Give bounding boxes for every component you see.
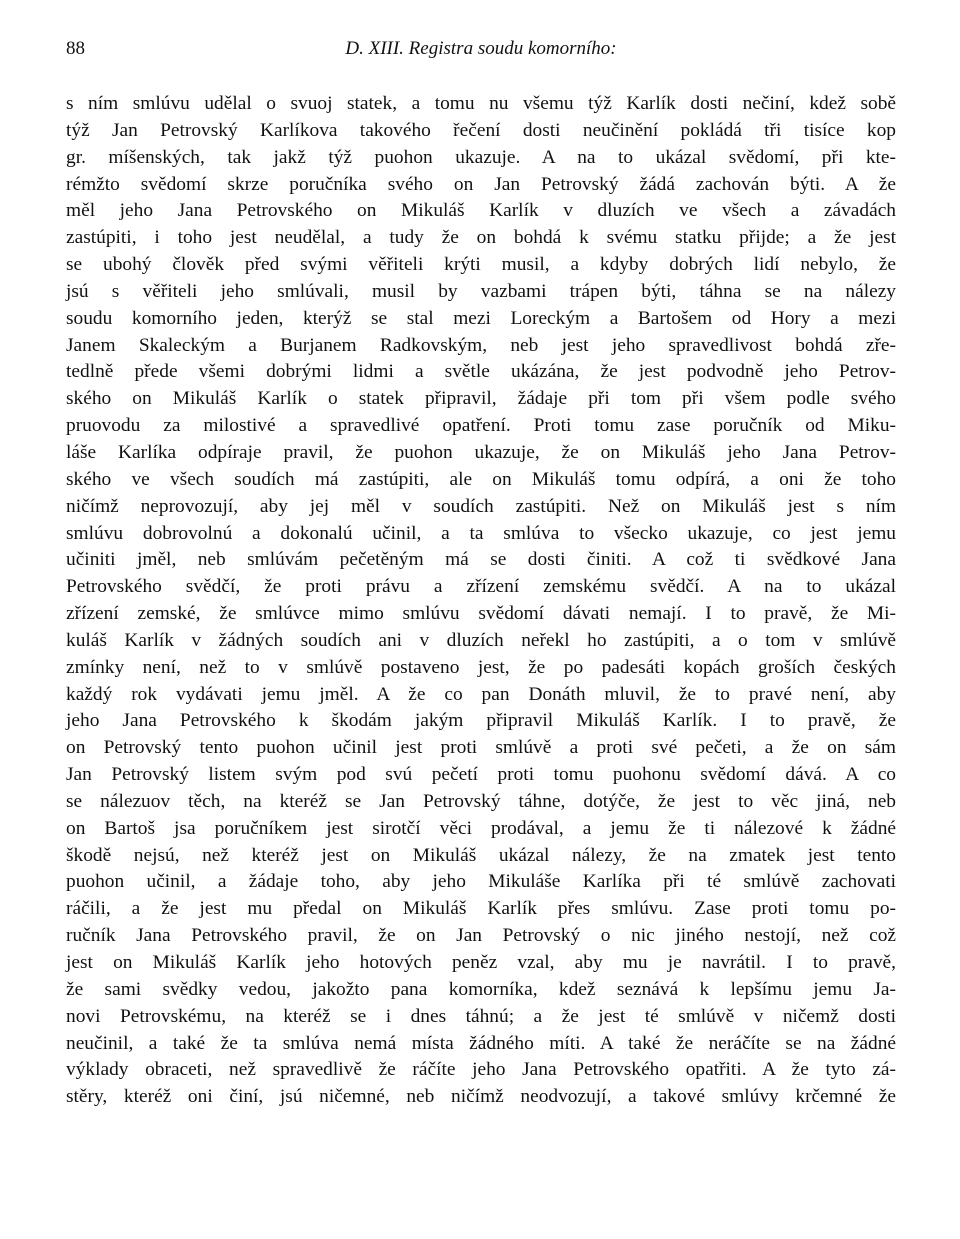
text-line: pruovodu za milostivé a spravedlivé opatření. Proti tomu zase poručník od Miku- (66, 415, 896, 437)
text-line: učiniti jměl, neb smlúvám pečetěným má se dosti činiti. A což ti svědkové Jana (66, 549, 896, 571)
text-line: jeho Jana Petrovského k škodám jakým připravil Mikuláš Karlík. I to pravě, že (66, 710, 896, 732)
running-head (66, 38, 896, 68)
text-line: smlúvu dobrovolnú a dokonalú učinil, a ta smlúva to všecko ukazuje, co jest jemu (66, 522, 896, 544)
text-line: Petrovského svědčí, že proti právu a zřízení zemskému svědčí. A na to ukázal (66, 576, 896, 598)
text-line: gr. míšenských, tak jakž týž puohon ukazuje. A na to ukázal svědomí, při kte- (66, 146, 896, 168)
text-line: ručník Jana Petrovského pravil, že on Jan Petrovský o nic jiného nestojí, než což (66, 925, 896, 947)
text-line: zřízení zemské, že smlúvce mimo smlúvu svědomí dávati nemají. I to pravě, že Mi- (66, 603, 896, 625)
text-line: novi Petrovskému, na kteréž se i dnes táhnú; a že jest té smlúvě v ničemž dosti (66, 1005, 896, 1027)
text-line: že sami svědky vedou, jakožto pana komorníka, kdež seznává k lepšímu jemu Ja- (66, 978, 896, 1000)
text-line: Jan Petrovský listem svým pod svú pečetí proti tomu puohonu svědomí dává. A co (66, 764, 896, 786)
text-line: láše Karlíka odpíraje pravil, že puohon ukazuje, že on Mikuláš jeho Jana Petrov- (66, 441, 896, 463)
text-line: jsú s věřiteli jeho smlúvali, musil by vazbami trápen býti, táhna se na nálezy (66, 280, 896, 302)
text-line: ráčili, a že jest mu předal on Mikuláš Karlík přes smlúvu. Zase proti tomu po- (66, 898, 896, 920)
text-line: škodě nejsú, než kteréž jest on Mikuláš ukázal nálezy, že na zmatek jest tento (66, 844, 896, 866)
text-line: výklady obraceti, než spravedlivě že ráčíte jeho Jana Petrovského opatřiti. A že tyto zá- (66, 1059, 896, 1081)
text-line: zmínky není, než to v smlúvě postaveno jest, že po padesáti kopách groších českých (66, 656, 896, 678)
text-line: Janem Skaleckým a Burjanem Radkovským, neb jest jeho spravedlivost bohdá zře- (66, 334, 896, 356)
text-line: neučinil, a také že ta smlúva nemá místa žádného míti. A také že neráčíte se na žádné (66, 1032, 896, 1054)
text-line: měl jeho Jana Petrovského on Mikuláš Karlík v dluzích ve všech a závadách (66, 200, 896, 222)
text-line: soudu komorního jeden, kterýž se stal mezi Loreckým a Bartošem od Hory a mezi (66, 307, 896, 329)
text-line: puohon učinil, a žádaje toho, aby jeho Mikuláše Karlíka při té smlúvě zachovati (66, 871, 896, 893)
page-number: 88 (66, 38, 85, 59)
text-line: stěry, kteréž oni činí, jsú ničemné, neb ničímž neodvozují, a takové smlúvy krčemné že (66, 1086, 896, 1108)
text-line: zastúpiti, i toho jest neudělal, a tudy že on bohdá k svému statku přijde; a že jest (66, 227, 896, 249)
text-line: se ubohý člověk před svými věřiteli krýti musil, a kdyby dobrých lidí nebylo, že (66, 254, 896, 276)
text-line: on Petrovský tento puohon učinil jest proti smlúvě a proti své pečeti, a že on sám (66, 737, 896, 759)
text-line: ničímž neprovozují, aby jej měl v soudích zastúpiti. Než on Mikuláš jest s ním (66, 495, 896, 517)
body-text (66, 91, 896, 1111)
text-line: on Bartoš jsa poručníkem jest sirotčí věci prodával, a jemu že ti nálezové k žádné (66, 817, 896, 839)
text-line: jest on Mikuláš Karlík jeho hotových peněz vzal, aby mu je navrátil. I to pravě, (66, 952, 896, 973)
running-title: D. XIII. Registra soudu komorního: (345, 38, 617, 59)
text-line: ského on Mikuláš Karlík o statek připravil, žádaje při tom při všem podle svého (66, 388, 896, 410)
text-line: tedlně přede všemi dobrými lidmi a světle ukázána, že jest podvodně jeho Petrov- (66, 361, 896, 383)
text-line: kuláš Karlík v žádných soudích ani v dluzích neřekl ho zastúpiti, a o tom v smlúvě (66, 629, 896, 651)
text-line: týž Jan Petrovský Karlíkova takového řečení dosti neučinění pokládá tři tisíce kop (66, 119, 896, 141)
text-line: rémžto svědomí skrze poručníka svého on Jan Petrovský žádá zachován býti. A že (66, 173, 896, 195)
text-line: ského ve všech soudích má zastúpiti, ale on Mikuláš tomu odpírá, a oni že toho (66, 468, 896, 490)
text-line: každý rok vydávati jemu jměl. A že co pan Donáth mluvil, že to pravé není, aby (66, 683, 896, 705)
text-line: s ním smlúvu udělal o svuoj statek, a tomu nu všemu týž Karlík dosti nečiní, kdež sobě (66, 93, 896, 114)
text-line: se nálezuov těch, na kteréž se Jan Petrovský táhne, dotýče, že jest to věc jiná, neb (66, 790, 896, 812)
